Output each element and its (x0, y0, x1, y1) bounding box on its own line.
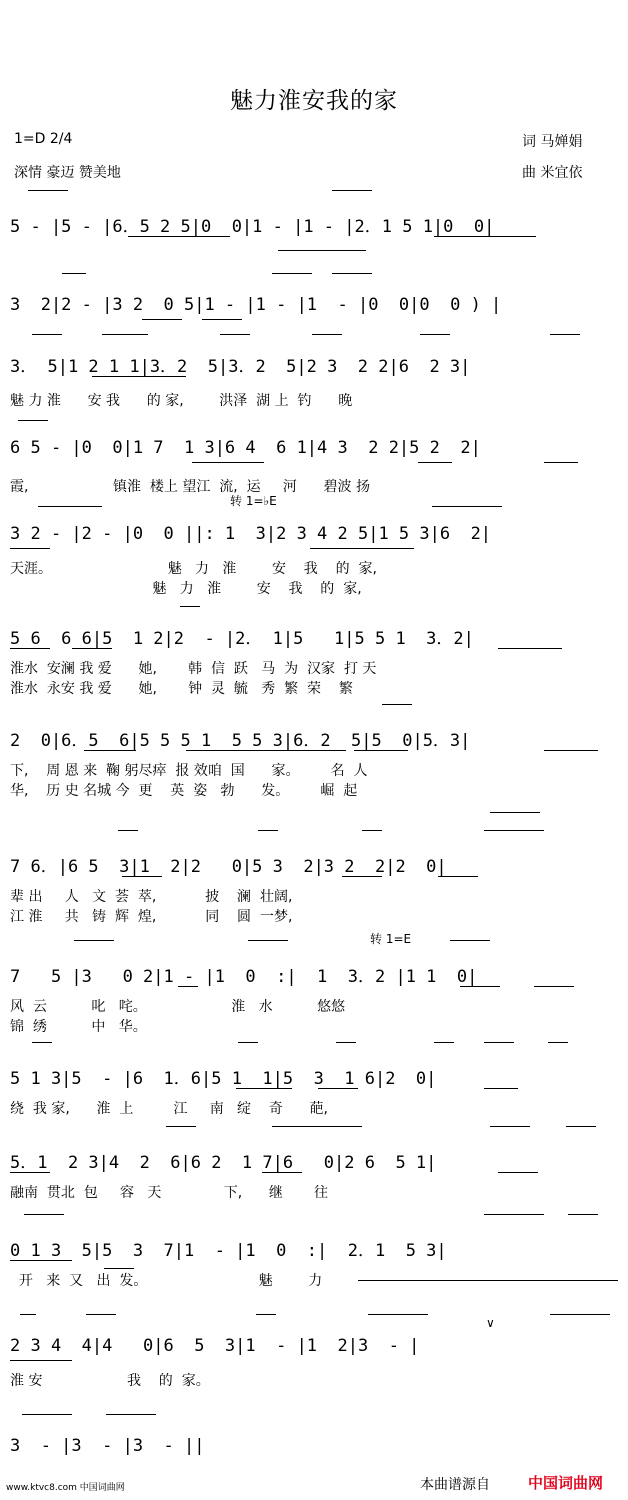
lyric-verse-1: 淮 安 我 的 家。 (10, 1373, 210, 1389)
slur (382, 704, 412, 705)
slur (22, 1414, 72, 1415)
slur (166, 1126, 196, 1127)
website-watermark: www.ktvc8.com 中国词曲网 (6, 1483, 125, 1493)
slur (102, 334, 148, 335)
beam (192, 462, 264, 463)
lyric-verse-2: 华, 历 史 名城 今 更 英 姿 勃 发。 崛 起 (10, 783, 358, 799)
notation-line: 2 0|6．5 6|5 5 5 1 5 5 3|6．2 5|5 0|5．3| (10, 731, 471, 751)
lyricist-credit: 词 马婵娟 (522, 134, 583, 150)
slur (106, 1414, 156, 1415)
beam (10, 1172, 50, 1173)
slur (336, 1042, 356, 1043)
slur (490, 812, 540, 813)
notation-line: 3． 5|1 2 1 1|3．2 5|3．2 5|2 3 2 2|6 2 3| (10, 357, 471, 377)
slur (368, 1314, 428, 1315)
slur (434, 1042, 454, 1043)
beam (236, 1088, 292, 1089)
slur (490, 1126, 530, 1127)
slur (362, 830, 382, 831)
slur (180, 606, 200, 607)
slur (484, 1214, 544, 1215)
lyric-verse-1: 魅 力 淮 安 我 的 家, 洪泽 湖 上 钓 晚 (10, 393, 353, 409)
composer-credit: 曲 米宜依 (522, 165, 583, 181)
slur (104, 1268, 134, 1269)
slur (24, 1214, 64, 1215)
beam (418, 462, 452, 463)
slur (332, 190, 372, 191)
slur (220, 334, 250, 335)
slur (432, 506, 502, 507)
beam (354, 750, 408, 751)
notation-line: 5．1 2 3|4 2 6|6 2 1 7|6 0|2 6 5 1| (10, 1153, 437, 1173)
slur (278, 250, 366, 251)
beam (10, 548, 50, 549)
notation-line: 3 2 - |2 - |0 0 ||: 1 3|2 3 4 2 5|1 5 3|6 2| (10, 524, 492, 544)
lyric-verse-1: 下, 周 恩 来 鞠 躬尽瘁 报 效咱 国 家。 名 人 (10, 763, 368, 779)
notation-line: 5 - |5 - |6．5 2 5|0 0|1 - |1 - |2．1 5 1|0 0| (10, 217, 495, 237)
slur (238, 1042, 258, 1043)
beam (438, 876, 478, 877)
notation-line: 7 5 |3 0 2|1 - |1 0 :| 1 3．2 |1 1 0| (10, 967, 478, 987)
lyric-verse-1: 淮水 安澜 我 爱 她, 韩 信 跃 马 为 汉家 打 天 (10, 661, 377, 677)
beam (318, 1088, 358, 1089)
slur (118, 830, 138, 831)
beam (498, 1172, 538, 1173)
key-change-label: 转 1=E (370, 932, 412, 946)
beam (498, 648, 562, 649)
notation-line: 7 6．|6 5 3|1 2|2 0|5 3 2|3 2 2|2 0| (10, 857, 447, 877)
slur (450, 940, 490, 941)
notation-line: 6 5 - |0 0|1 7 1 3|6 4 6 1|4 3 2 2|5 2 2| (10, 438, 481, 458)
slur (20, 1314, 36, 1315)
slur (312, 334, 342, 335)
lyric-verse-1: 融南 贯北 包 容 天 下, 继 往 (10, 1185, 329, 1201)
beam (544, 750, 598, 751)
beam (10, 1360, 72, 1361)
beam (484, 1088, 518, 1089)
slur (248, 940, 288, 941)
slur (484, 830, 544, 831)
beam (128, 236, 230, 237)
slur (256, 1314, 276, 1315)
slur (272, 1126, 362, 1127)
beam (342, 876, 382, 877)
slur (332, 273, 372, 274)
slur (484, 1042, 514, 1043)
slur (62, 273, 86, 274)
beam (84, 750, 136, 751)
slur (548, 1042, 568, 1043)
beam (186, 750, 346, 751)
notation-line: 2 3 4 4|4 0|6 5 3|1 - |1 2|3 - | (10, 1336, 420, 1356)
beam (460, 986, 500, 987)
beam (178, 986, 198, 987)
notation-line: 5 6 6 6|5 1 2|2 - |2． 1|5 1|5 5 1 3．2| (10, 629, 474, 649)
beam (202, 319, 242, 320)
slur (38, 506, 102, 507)
page-title: 魅力淮安我的家 (230, 88, 398, 114)
notation-line: 3 - |3 - |3 - || (10, 1436, 205, 1456)
lyric-verse-1: 风 云 叱 咤。 淮 水 悠悠 (10, 999, 346, 1015)
key-signature: 1=D 2/4 (14, 131, 73, 147)
slur (568, 1214, 598, 1215)
notation-line: 3 2|2 - |3 2 0 5|1 - |1 - |1 - |0 0|0 0 ) | (10, 295, 502, 315)
slur (32, 1042, 52, 1043)
slur (566, 1126, 596, 1127)
key-change-label: 转 1=♭E (230, 494, 277, 508)
lyric-verse-1: 霞, 镇淮 楼上 望江 流, 运 河 碧波 扬 (10, 479, 371, 495)
tempo-marking: 深情 豪迈 赞美地 (14, 165, 121, 181)
lyric-verse-1: 辈 出 人 文 荟 萃, 披 澜 壮阔, (10, 889, 293, 905)
beam (142, 319, 182, 320)
beam (10, 648, 50, 649)
beam (534, 986, 574, 987)
lyric-verse-2: 淮水 永安 我 爱 她, 钟 灵 毓 秀 繁 荣 繁 (10, 681, 353, 697)
lyric-verse-2: 锦 绣 中 华。 (10, 1019, 147, 1035)
lyric-verse-2: 魅 力 淮 安 我 的 家, (10, 581, 362, 597)
beam (72, 648, 112, 649)
beam (434, 236, 536, 237)
slur (28, 190, 68, 191)
beam (10, 1260, 72, 1261)
slur (32, 334, 62, 335)
lyric-verse-2: 江 淮 共 铸 辉 煌, 同 圆 一梦, (10, 909, 293, 925)
source-label: 本曲谱源自 (420, 1477, 490, 1493)
notation-line: 5 1 3|5 - |6 1．6|5 1 1|5 3 1 6|2 0| (10, 1069, 437, 1089)
site-brand-link[interactable]: 中国词曲网 (528, 1474, 604, 1492)
slur (272, 273, 312, 274)
slur (550, 334, 580, 335)
beam (310, 548, 414, 549)
notation-line: 0 1 3 5|5 3 7|1 - |1 0 :| 2．1 5 3| (10, 1241, 447, 1261)
slur (18, 420, 48, 421)
slur (420, 334, 450, 335)
slur (550, 1314, 610, 1315)
beam (544, 462, 578, 463)
slur (258, 830, 278, 831)
lyric-verse-1: 绕 我 家, 淮 上 江 南 绽 奇 葩, (10, 1101, 329, 1117)
lyric-verse-1: 开 来 又 出 发。 魅 力 (10, 1273, 323, 1289)
accent-mark: ∨ (486, 1316, 495, 1330)
beam (122, 876, 162, 877)
beam (92, 376, 186, 377)
slur (86, 1314, 116, 1315)
slur (74, 940, 114, 941)
lyric-verse-1: 天涯。 魅 力 淮 安 我 的 家, (10, 561, 377, 577)
beam (262, 1172, 302, 1173)
